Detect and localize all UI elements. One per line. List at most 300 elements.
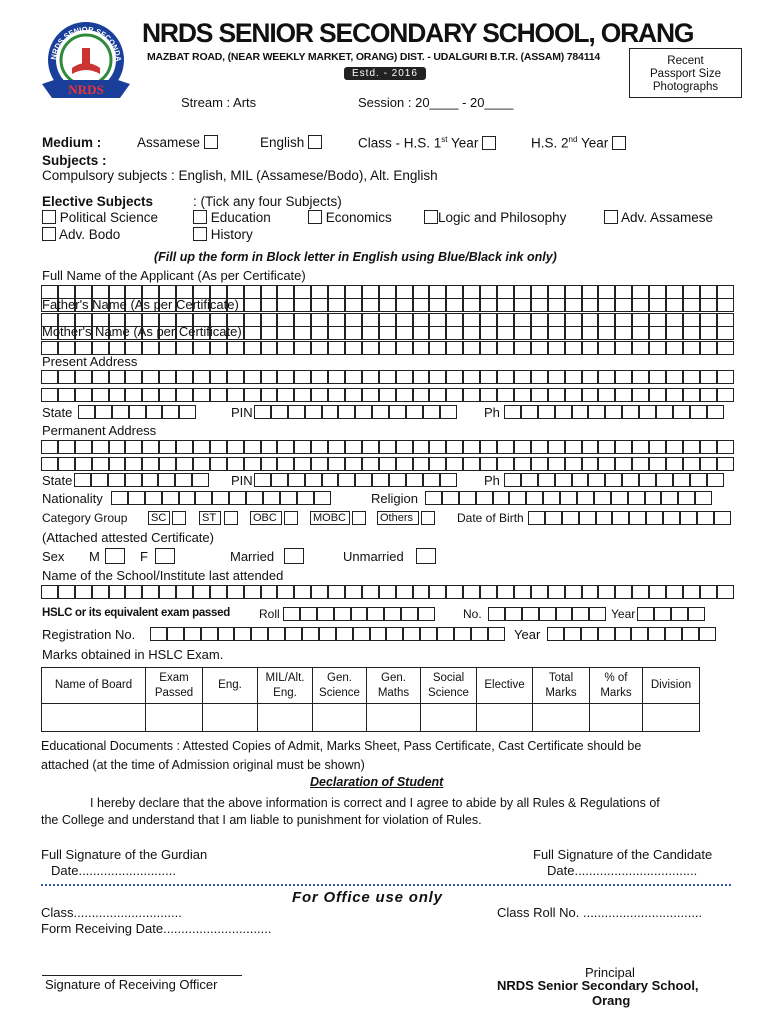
letter-box[interactable] [41,341,58,355]
letter-box[interactable] [683,370,700,384]
letter-box[interactable] [656,473,673,487]
letter-box[interactable] [112,405,129,419]
letter-box[interactable] [579,511,596,525]
letter-box[interactable] [639,405,656,419]
present-pin-boxes[interactable] [254,405,457,419]
letter-box[interactable] [538,405,555,419]
letter-box[interactable] [526,491,543,505]
letter-box[interactable] [504,473,521,487]
letter-box[interactable] [109,585,126,599]
letter-box[interactable] [379,585,396,599]
letter-box[interactable] [598,326,615,340]
letter-box[interactable] [362,326,379,340]
letter-box[interactable] [598,457,615,471]
letter-box[interactable] [280,491,297,505]
letter-box[interactable] [582,313,599,327]
assamese-checkbox[interactable] [204,135,218,149]
letter-box[interactable] [41,388,58,402]
letter-box[interactable] [488,607,505,621]
letter-box[interactable] [514,341,531,355]
category-mobc-check[interactable] [352,511,366,525]
letter-box[interactable] [649,313,666,327]
letter-box[interactable] [688,607,705,621]
letter-box[interactable] [418,607,435,621]
letter-box[interactable] [288,405,305,419]
letter-box[interactable] [683,440,700,454]
letter-box[interactable] [446,298,463,312]
letter-box[interactable] [227,440,244,454]
letter-box[interactable] [666,440,683,454]
letter-box[interactable] [615,298,632,312]
letter-box[interactable] [700,313,717,327]
letter-box[interactable] [413,457,430,471]
letter-box[interactable] [328,457,345,471]
letter-box[interactable] [345,285,362,299]
letter-box[interactable] [396,341,413,355]
letter-box[interactable] [649,585,666,599]
letter-box[interactable] [305,473,322,487]
letter-box[interactable] [406,405,423,419]
letter-box[interactable] [227,457,244,471]
letter-box[interactable] [328,440,345,454]
letter-box[interactable] [683,313,700,327]
letter-box[interactable] [622,405,639,419]
letter-box[interactable] [401,607,418,621]
permanent-address-boxes[interactable] [41,440,734,454]
letter-box[interactable] [531,326,548,340]
letter-box[interactable] [142,457,159,471]
letter-box[interactable] [598,627,615,641]
letter-box[interactable] [92,341,109,355]
letter-box[interactable] [666,341,683,355]
hslc-roll-boxes[interactable] [283,607,435,621]
letter-box[interactable] [125,457,142,471]
letter-box[interactable] [582,370,599,384]
letter-box[interactable] [582,585,599,599]
letter-box[interactable] [193,370,210,384]
letter-box[interactable] [128,491,145,505]
letter-box[interactable] [379,298,396,312]
letter-box[interactable] [162,405,179,419]
letter-box[interactable] [294,298,311,312]
logic-checkbox[interactable] [424,210,438,224]
letter-box[interactable] [75,370,92,384]
letter-box[interactable] [497,457,514,471]
letter-box[interactable] [497,585,514,599]
letter-box[interactable] [649,298,666,312]
hslc-year-boxes[interactable] [637,607,705,621]
letter-box[interactable] [75,388,92,402]
letter-box[interactable] [227,585,244,599]
letter-box[interactable] [628,491,645,505]
letter-box[interactable] [75,457,92,471]
letter-box[interactable] [707,405,724,419]
letter-box[interactable] [41,440,58,454]
letter-box[interactable] [234,627,251,641]
letter-box[interactable] [717,313,734,327]
last-school-boxes[interactable] [41,585,734,599]
letter-box[interactable] [582,285,599,299]
letter-box[interactable] [261,370,278,384]
letter-box[interactable] [637,607,654,621]
letter-box[interactable] [646,511,663,525]
letter-box[interactable] [389,473,406,487]
letter-box[interactable] [680,511,697,525]
letter-box[interactable] [345,341,362,355]
letter-box[interactable] [142,440,159,454]
letter-box[interactable] [159,370,176,384]
letter-box[interactable] [612,511,629,525]
letter-box[interactable] [463,298,480,312]
letter-box[interactable] [480,326,497,340]
letter-box[interactable] [261,388,278,402]
letter-box[interactable] [562,511,579,525]
letter-box[interactable] [336,627,353,641]
letter-box[interactable] [413,585,430,599]
letter-box[interactable] [598,388,615,402]
letter-box[interactable] [463,440,480,454]
letter-box[interactable] [700,285,717,299]
sex-f-checkbox[interactable] [155,548,175,564]
letter-box[interactable] [504,405,521,419]
letter-box[interactable] [700,457,717,471]
letter-box[interactable] [560,491,577,505]
letter-box[interactable] [362,313,379,327]
letter-box[interactable] [244,388,261,402]
letter-box[interactable] [446,585,463,599]
letter-box[interactable] [565,388,582,402]
letter-box[interactable] [176,440,193,454]
letter-box[interactable] [413,388,430,402]
letter-box[interactable] [700,298,717,312]
letter-box[interactable] [311,341,328,355]
letter-box[interactable] [548,457,565,471]
letter-box[interactable] [277,585,294,599]
marks-cell[interactable] [42,704,146,732]
permanent-address-boxes-2[interactable] [41,457,734,471]
letter-box[interactable] [683,285,700,299]
letter-box[interactable] [210,388,227,402]
letter-box[interactable] [582,457,599,471]
letter-box[interactable] [497,285,514,299]
letter-box[interactable] [531,341,548,355]
letter-box[interactable] [372,473,389,487]
letter-box[interactable] [277,326,294,340]
letter-box[interactable] [514,298,531,312]
letter-box[interactable] [111,491,128,505]
letter-box[interactable] [514,388,531,402]
letter-box[interactable] [548,388,565,402]
letter-box[interactable] [244,298,261,312]
category-mobc[interactable]: MOBC [310,511,350,525]
letter-box[interactable] [582,388,599,402]
letter-box[interactable] [440,405,457,419]
letter-box[interactable] [683,388,700,402]
letter-box[interactable] [531,285,548,299]
letter-box[interactable] [210,585,227,599]
letter-box[interactable] [362,388,379,402]
present-ph-boxes[interactable] [504,405,724,419]
letter-box[interactable] [596,511,613,525]
letter-box[interactable] [92,457,109,471]
letter-box[interactable] [294,388,311,402]
letter-box[interactable] [509,491,526,505]
letter-box[interactable] [717,326,734,340]
letter-box[interactable] [656,405,673,419]
letter-box[interactable] [615,313,632,327]
letter-box[interactable] [480,585,497,599]
letter-box[interactable] [176,341,193,355]
category-st-check[interactable] [224,511,238,525]
letter-box[interactable] [459,491,476,505]
letter-box[interactable] [497,313,514,327]
photo-box[interactable] [629,48,742,98]
letter-box[interactable] [649,457,666,471]
letter-box[interactable] [277,370,294,384]
letter-box[interactable] [555,405,572,419]
letter-box[interactable] [497,298,514,312]
letter-box[interactable] [545,511,562,525]
letter-box[interactable] [75,585,92,599]
letter-box[interactable] [159,341,176,355]
letter-box[interactable] [629,511,646,525]
letter-box[interactable] [261,326,278,340]
letter-box[interactable] [92,388,109,402]
category-obc-check[interactable] [284,511,298,525]
letter-box[interactable] [125,388,142,402]
letter-box[interactable] [423,473,440,487]
letter-box[interactable] [717,388,734,402]
letter-box[interactable] [605,473,622,487]
letter-box[interactable] [294,457,311,471]
letter-box[interactable] [159,457,176,471]
letter-box[interactable] [497,370,514,384]
letter-box[interactable] [594,491,611,505]
letter-box[interactable] [605,405,622,419]
letter-box[interactable] [338,473,355,487]
letter-box[interactable] [671,607,688,621]
letter-box[interactable] [92,440,109,454]
letter-box[interactable] [714,511,731,525]
office-form-date[interactable]: Form Receiving Date.............................. [41,921,272,936]
letter-box[interactable] [521,405,538,419]
letter-box[interactable] [78,405,95,419]
letter-box[interactable] [218,627,235,641]
present-address-boxes-2[interactable] [41,388,734,402]
religion-boxes[interactable] [425,491,712,505]
letter-box[interactable] [683,585,700,599]
letter-box[interactable] [386,627,403,641]
letter-box[interactable] [379,313,396,327]
letter-box[interactable] [142,370,159,384]
letter-box[interactable] [514,585,531,599]
letter-box[interactable] [514,285,531,299]
letter-box[interactable] [700,370,717,384]
letter-box[interactable] [328,326,345,340]
letter-box[interactable] [531,457,548,471]
education-checkbox[interactable] [193,210,207,224]
registration-boxes[interactable] [150,627,505,641]
letter-box[interactable] [142,585,159,599]
letter-box[interactable] [548,585,565,599]
letter-box[interactable] [311,326,328,340]
letter-box[interactable] [58,388,75,402]
letter-box[interactable] [717,585,734,599]
letter-box[interactable] [632,440,649,454]
letter-box[interactable] [446,341,463,355]
letter-box[interactable] [582,341,599,355]
letter-box[interactable] [429,440,446,454]
letter-box[interactable] [288,473,305,487]
letter-box[interactable] [167,627,184,641]
letter-box[interactable] [129,405,146,419]
letter-box[interactable] [125,473,142,487]
letter-box[interactable] [429,388,446,402]
letter-box[interactable] [531,313,548,327]
letter-box[interactable] [564,627,581,641]
letter-box[interactable] [707,473,724,487]
letter-box[interactable] [74,473,91,487]
letter-box[interactable] [565,341,582,355]
letter-box[interactable] [582,440,599,454]
letter-box[interactable] [305,405,322,419]
letter-box[interactable] [413,370,430,384]
letter-box[interactable] [58,457,75,471]
letter-box[interactable] [429,326,446,340]
letter-box[interactable] [244,370,261,384]
letter-box[interactable] [480,388,497,402]
letter-box[interactable] [543,491,560,505]
letter-box[interactable] [294,370,311,384]
letter-box[interactable] [632,313,649,327]
letter-box[interactable] [179,405,196,419]
letter-box[interactable] [632,326,649,340]
letter-box[interactable] [446,313,463,327]
letter-box[interactable] [598,285,615,299]
letter-box[interactable] [666,285,683,299]
letter-box[interactable] [717,285,734,299]
present-address-boxes[interactable] [41,370,734,384]
letter-box[interactable] [480,457,497,471]
letter-box[interactable] [254,405,271,419]
letter-box[interactable] [700,585,717,599]
letter-box[interactable] [429,298,446,312]
letter-box[interactable] [41,457,58,471]
letter-box[interactable] [210,457,227,471]
letter-box[interactable] [176,388,193,402]
letter-box[interactable] [311,285,328,299]
letter-box[interactable] [423,405,440,419]
letter-box[interactable] [683,341,700,355]
letter-box[interactable] [294,285,311,299]
letter-box[interactable] [463,341,480,355]
marks-cell[interactable] [203,704,258,732]
marks-cell[interactable] [533,704,590,732]
letter-box[interactable] [497,341,514,355]
letter-box[interactable] [615,388,632,402]
marks-cell[interactable] [643,704,700,732]
letter-box[interactable] [666,585,683,599]
letter-box[interactable] [463,313,480,327]
letter-box[interactable] [251,627,268,641]
letter-box[interactable] [176,585,193,599]
letter-box[interactable] [488,627,505,641]
letter-box[interactable] [261,585,278,599]
letter-box[interactable] [294,341,311,355]
letter-box[interactable] [588,405,605,419]
letter-box[interactable] [683,298,700,312]
letter-box[interactable] [403,627,420,641]
letter-box[interactable] [297,491,314,505]
letter-box[interactable] [229,491,246,505]
letter-box[interactable] [598,341,615,355]
letter-box[interactable] [145,491,162,505]
letter-box[interactable] [673,473,690,487]
letter-box[interactable] [367,607,384,621]
letter-box[interactable] [700,440,717,454]
letter-box[interactable] [176,370,193,384]
letter-box[interactable] [632,370,649,384]
letter-box[interactable] [406,473,423,487]
letter-box[interactable] [538,473,555,487]
letter-box[interactable] [497,326,514,340]
letter-box[interactable] [92,585,109,599]
letter-box[interactable] [493,491,510,505]
letter-box[interactable] [514,370,531,384]
letter-box[interactable] [420,627,437,641]
letter-box[interactable] [125,341,142,355]
letter-box[interactable] [271,405,288,419]
letter-box[interactable] [649,388,666,402]
letter-box[interactable] [328,388,345,402]
letter-box[interactable] [195,491,212,505]
letter-box[interactable] [345,298,362,312]
letter-box[interactable] [246,491,263,505]
letter-box[interactable] [109,388,126,402]
letter-box[interactable] [41,585,58,599]
letter-box[interactable] [396,440,413,454]
letter-box[interactable] [615,341,632,355]
letter-box[interactable] [142,388,159,402]
permanent-ph-boxes[interactable] [504,473,724,487]
letter-box[interactable] [285,627,302,641]
letter-box[interactable] [210,341,227,355]
letter-box[interactable] [294,313,311,327]
letter-box[interactable] [158,473,175,487]
letter-box[interactable] [58,585,75,599]
adv-assamese-checkbox[interactable] [604,210,618,224]
letter-box[interactable] [565,370,582,384]
letter-box[interactable] [142,341,159,355]
letter-box[interactable] [328,370,345,384]
letter-box[interactable] [649,285,666,299]
letter-box[interactable] [244,457,261,471]
letter-box[interactable] [261,457,278,471]
letter-box[interactable] [193,440,210,454]
letter-box[interactable] [666,298,683,312]
letter-box[interactable] [528,511,545,525]
letter-box[interactable] [446,440,463,454]
letter-box[interactable] [311,370,328,384]
letter-box[interactable] [463,388,480,402]
letter-box[interactable] [192,473,209,487]
letter-box[interactable] [396,285,413,299]
letter-box[interactable] [370,627,387,641]
letter-box[interactable] [277,313,294,327]
letter-box[interactable] [577,491,594,505]
economics-checkbox[interactable] [308,210,322,224]
adv-bodo-checkbox[interactable] [42,227,56,241]
